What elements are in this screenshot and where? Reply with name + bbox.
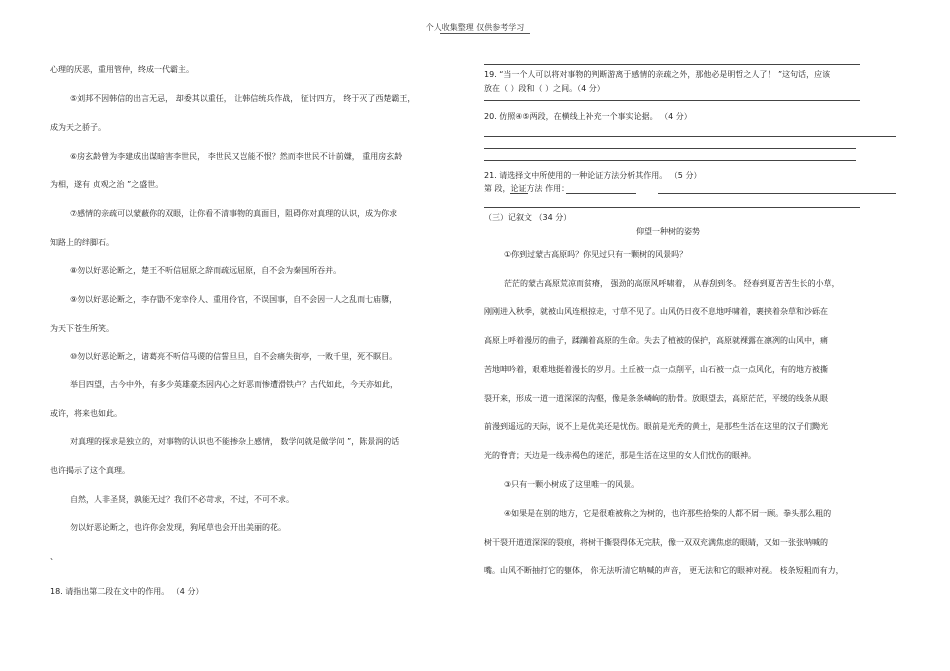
right-line-5: 裂开来，形成一道一道深深的沟壑，像是条条嶙峋的肋骨。放眼望去，高原茫茫，平缓的线条从眼 <box>484 394 828 403</box>
answer-line <box>484 207 860 208</box>
question-20: 20. 仿照④⑤两段，在横线上补充一个事实论据。 （4 分） <box>484 112 692 121</box>
right-para-1: ①你到过蒙古高原吗？你见过只有一颗树的风景吗？ <box>504 250 688 259</box>
right-line-4: 苦地呻吟着，艰难地挺着漫长的岁月。土丘被一点一点削平，山石被一点一点风化，有的地方被撕 <box>484 365 828 374</box>
question-19-cont: 放在（ ）段和（ ）之间。（4 分） <box>484 84 605 93</box>
right-line-1: 茫茫的蒙古高原荒凉而贫瘠， 强劲的高原风呼啸着， 从春刮到冬。 经春到夏苦苦生长的小草， <box>504 279 840 288</box>
left-line-6: ⑦感情的亲疏可以蒙蔽你的双眼，让你看不清事物的真面目，阻碍你对真理的认识，成为你求 <box>70 209 398 218</box>
left-line-12: 举目四望，古今中外，有多少英雄豪杰因内心之好恶而惨遭滑铁卢？古代如此，今天亦如此， <box>70 380 398 389</box>
right-line-2: 刚刚进入秋季，就被山风连根掠走，寸草不见了。山风仍日夜不息地呼啸着，裹挟着杂草和沙砾在 <box>484 307 828 316</box>
section-title: （三）记叙文 （34 分） <box>484 213 572 222</box>
left-line-13: 或许，将来也如此。 <box>50 409 122 418</box>
right-para-3: ③只有一颗小树成了这里唯一的风景。 <box>504 480 640 489</box>
left-line-16: 自然，人非圣贤，孰能无过？我们不必苛求，不过，不可不求。 <box>70 495 294 504</box>
right-line-9: 树干裂开道道深深的裂痕，将树干撕裂得体无完肤，像一双双充满焦虑的眼睛，又如一张张呐喊的 <box>484 538 828 547</box>
left-line-3: 成为天之骄子。 <box>50 123 106 132</box>
left-line-9: ⑨勿以好恶论断之，李存勖不宠幸伶人、重用伶官，不误国事，自不会因一人之乱而七庙隳， <box>70 295 398 304</box>
left-line-7: 知路上的绊脚石。 <box>50 238 114 247</box>
answer-line <box>484 64 860 65</box>
right-line-3: 高原上呼着漫厉的曲子，蹂躏着高原的生命。失去了植被的保护，高原就裸露在凛冽的山风中，痛 <box>484 336 828 345</box>
question-18: 18. 请指出第二段在文中的作用。 （4 分） <box>50 587 204 596</box>
right-line-10: 嘴。山风不断抽打它的躯体， 你无法听清它呐喊的声音， 更无法和它的眼神对视。 枝条短粗而有力， <box>484 566 844 575</box>
left-line-14: 对真理的探求是独立的，对事物的认识也不能掺杂上感情， 数学问就是做学问 ”，陈景润的话 <box>70 437 400 446</box>
question-21: 21. 请选择文中所使用的一种论证方法分析其作用。 （5 分） <box>484 171 702 180</box>
answer-line <box>484 148 856 149</box>
effect-blank <box>658 193 896 194</box>
right-line-7: 光的脊背；天边是一线赤褐色的迷茫，那是生活在这里的女人们忧伤的眼神。 <box>484 451 756 460</box>
left-line-4: ⑥房玄龄曾为李建成出谋暗害李世民， 李世民又岂能不恨？然而李世民不计前嫌， 重用房玄龄 <box>70 152 403 161</box>
left-line-1: 心理的厌恶，重用管仲，终成一代霸主。 <box>50 65 194 74</box>
answer-line <box>484 160 856 161</box>
answer-line <box>484 136 896 137</box>
left-line-8: ⑧勿以好恶论断之，楚王不听信屈原之辞而疏远屈原，自不会为秦国所吞并。 <box>70 266 342 275</box>
answer-line <box>484 100 860 101</box>
right-line-6: 前漫到遥远的天际，说不上是优美还是忧伤。眼前是光秃的黄土，是那些生活在这里的汉子们黝光 <box>484 422 828 431</box>
paragraph-blank <box>510 193 528 194</box>
left-line-11: ⑩勿以好恶论断之，诸葛亮不听信马谡的信誓旦旦，自不会痛失街亭，一败千里，死不瞑目。 <box>70 352 398 361</box>
header-underline <box>440 33 530 34</box>
question-19: 19. “当一个人可以将对事物的判断游离于感情的亲疏之外，那他必是明哲之人了！ ”这句话，应该 <box>484 70 831 79</box>
left-line-17: 勿以好恶论断之，也许你会发现，狗尾草也会开出美丽的花。 <box>70 523 286 532</box>
article-title: 仰望一种树的姿势 <box>636 227 700 236</box>
question-21-answer: 第 段，论证方法 作用： <box>484 184 570 193</box>
left-line-18: 、 <box>50 552 58 561</box>
page-header: 个人收集整理 仅供参考学习 <box>425 23 525 32</box>
left-line-2: ⑤刘邦不因韩信的出言无忌， 却委其以重任， 让韩信统兵作战， 征讨四方， 终于灭了西楚霸王， <box>70 94 416 103</box>
left-line-5: 为相，遂有 贞观之治 ”之盛世。 <box>50 180 164 189</box>
method-blank <box>566 193 636 194</box>
right-line-8: ④如果是在别的地方，它是很难被称之为树的，也许那些拾柴的人都不屑一顾。拳头那么粗的 <box>504 509 832 518</box>
left-line-15: 也许揭示了这个真理。 <box>50 466 130 475</box>
left-line-10: 为天下苍生所笑。 <box>50 324 114 333</box>
